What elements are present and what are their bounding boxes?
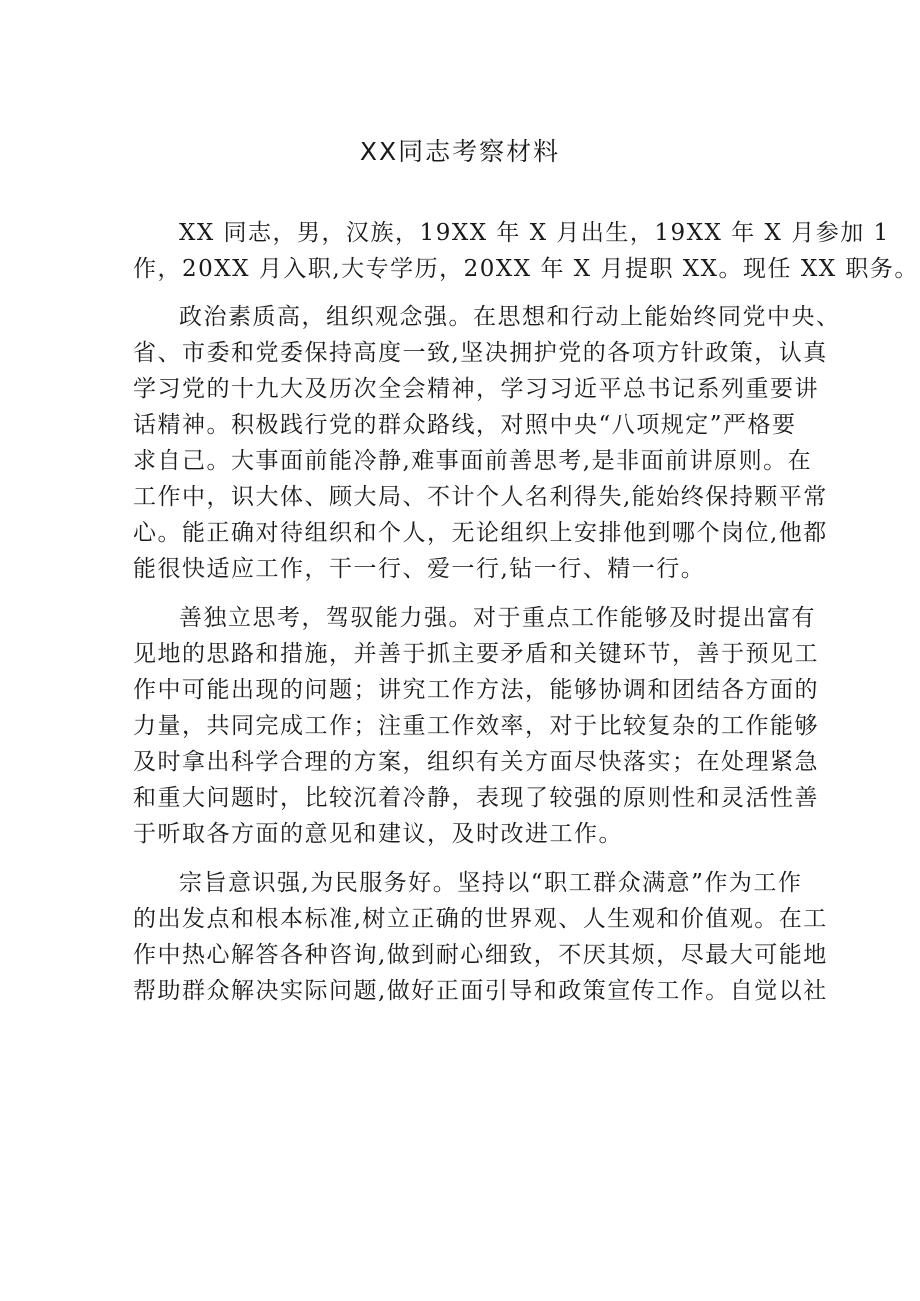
paragraph-line: 和重大问题时，比较沉着冷静，表现了较强的原则性和灵活性善 [133,785,819,811]
paragraph-line: 作，20XX 月入职,大专学历，20XX 年 X 月提职 XX。现任 XX 职务。 [133,256,919,282]
paragraph-line: 宗旨意识强,为民服务好。坚持以“职工群众满意”作为工作 [179,870,803,896]
paragraph-basic-info [133,215,919,287]
paragraph-line: 见地的思路和措施，并善于抓主要矛盾和关键环节，善于预见工 [133,641,819,667]
paragraph-service-awareness [133,865,828,1009]
paragraph-line: 善独立思考，驾驭能力强。对于重点工作能够及时提出富有 [179,605,816,631]
paragraph-line: 的出发点和根本标准,树立正确的世界观、人生观和价值观。在工 [133,906,828,932]
paragraph-line: 心。能正确对待组织和个人，无论组织上安排他到哪个岗位,他都 [133,520,828,546]
paragraph-line: 政治素质高，组织观念强。在思想和行动上能始终同党中央、 [179,304,841,330]
paragraph-line: 求自己。大事面前能冷静,难事面前善思考,是非面前讲原则。在 [133,448,813,474]
paragraph-line: XX 同志，男，汉族，19XX 年 X 月出生，19XX 年 X 月参加 1 [179,220,890,246]
paragraph-line: 省、市委和党委保持高度一致,坚决拥护党的各项方针政策，认真 [133,340,828,366]
paragraph-line: 力量，共同完成工作；注重工作效率，对于比较复杂的工作能够 [133,713,819,739]
paragraph-line: 话精神。积极践行党的群众路线，对照中央“八项规定”严格要 [133,412,797,438]
paragraph-line: 帮助群众解决实际问题,做好正面引导和政策宣传工作。自觉以社 [133,978,828,1004]
document-title: XX同志考察材料 [359,137,561,166]
document-body [133,215,919,1009]
paragraph-political-quality [133,299,841,587]
paragraph-line: 于听取各方面的意见和建议，及时改进工作。 [133,821,623,847]
paragraph-line: 作中可能出现的问题；讲究工作方法，能够协调和团结各方面的 [133,677,819,703]
paragraph-independent-thinking [133,600,819,852]
paragraph-line: 及时拿出科学合理的方案，组织有关方面尽快落实；在处理紧急 [133,749,819,775]
paragraph-line: 工作中，识大体、顾大局、不计个人名利得失,能始终保持颗平常 [133,484,828,510]
paragraph-line: 学习党的十九大及历次全会精神，学习习近平总书记系列重要讲 [133,376,819,402]
paragraph-line: 作中热心解答各种咨询,做到耐心细致，不厌其烦，尽最大可能地 [133,942,828,968]
paragraph-line: 能很快适应工作，干一行、爱一行,钻一行、精一行。 [133,556,706,582]
